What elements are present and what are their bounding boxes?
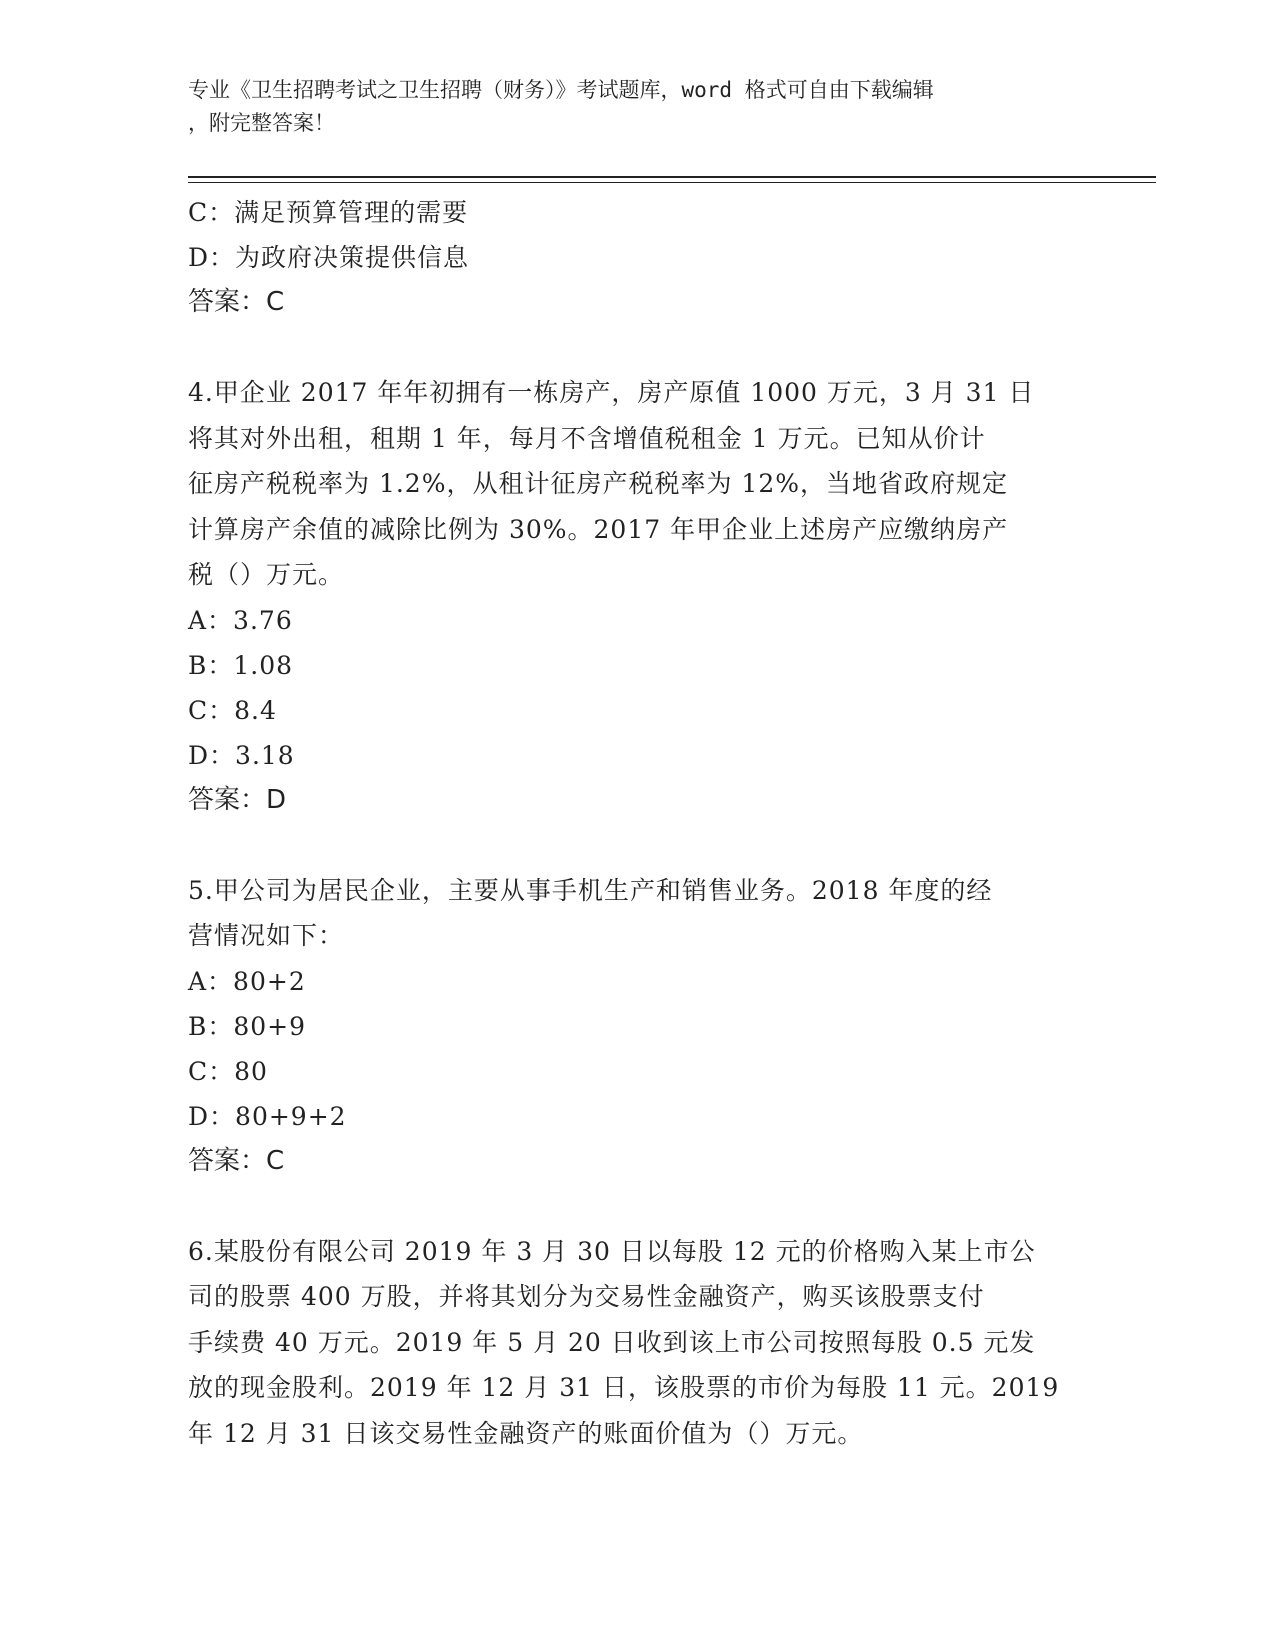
answer-line: 答案：C [188, 1145, 285, 1176]
stem-line: 营情况如下： [188, 921, 345, 950]
option-d: D：80+9+2 [188, 1101, 347, 1131]
question-stem [188, 868, 1088, 959]
option-b: B：1.08 [188, 650, 294, 680]
option-a: A：3.76 [188, 605, 293, 635]
header-line-2: ，附完整答案！ [188, 111, 335, 135]
question-stem [188, 370, 1088, 598]
option-a: A：80+2 [188, 966, 306, 996]
stem-line: 4.甲企业 2017 年年初拥有一栋房产，房产原值 1000 万元，3 月 31 日 [188, 378, 1035, 407]
header-line-1: 专业《卫生招聘考试之卫生招聘（财务）》考试题库，word 格式可自由下载编辑 [188, 78, 934, 102]
document-header [188, 74, 1088, 140]
question-list [188, 190, 1088, 1456]
stem-line: 年 12 月 31 日该交易性金融资产的账面价值为（）万元。 [188, 1418, 864, 1448]
question-6 [188, 1229, 1088, 1457]
option-d: D：为政府决策提供信息 [188, 243, 470, 272]
option-d: D：3.18 [188, 740, 295, 770]
option-c: C：8.4 [188, 695, 277, 725]
option-b: B：80+9 [188, 1011, 307, 1041]
stem-line: 税（）万元。 [188, 560, 345, 589]
stem-line: 征房产税税率为 1.2%，从租计征房产税税率为 12%，当地省政府规定 [188, 469, 1008, 498]
stem-line: 手续费 40 万元。2019 年 5 月 20 日收到该上市公司按照每股 0.5 元发 [188, 1327, 1036, 1357]
question-4 [188, 370, 1088, 823]
stem-line: 放的现金股利。2019 年 12 月 31 日，该股票的市价为每股 11 元。2019 [188, 1373, 1060, 1402]
header-divider-thin [188, 182, 1156, 183]
stem-line: 6.某股份有限公司 2019 年 3 月 30 日以每股 12 元的价格购入某上市公 [188, 1236, 1036, 1266]
answer-line: 答案：C [188, 287, 285, 317]
stem-line: 5.甲公司为居民企业，主要从事手机生产和销售业务。2018 年度的经 [188, 875, 993, 905]
question-stem [188, 1229, 1088, 1457]
stem-line: 司的股票 400 万股，并将其划分为交易性金融资产，购买该股票支付 [188, 1282, 985, 1311]
question-3-tail [188, 190, 1088, 325]
spacer [188, 325, 1088, 370]
header-divider-thick [188, 176, 1156, 178]
spacer [188, 823, 1088, 868]
option-c: C：80 [188, 1056, 268, 1086]
question-5 [188, 868, 1088, 1184]
spacer [188, 1184, 1088, 1229]
option-c: C：满足预算管理的需要 [188, 198, 469, 227]
answer-line: 答案：D [188, 784, 287, 815]
stem-line: 计算房产余值的减除比例为 30%。2017 年甲企业上述房产应缴纳房产 [188, 514, 1009, 544]
stem-line: 将其对外出租，租期 1 年，每月不含增值税租金 1 万元。已知从价计 [188, 423, 986, 453]
